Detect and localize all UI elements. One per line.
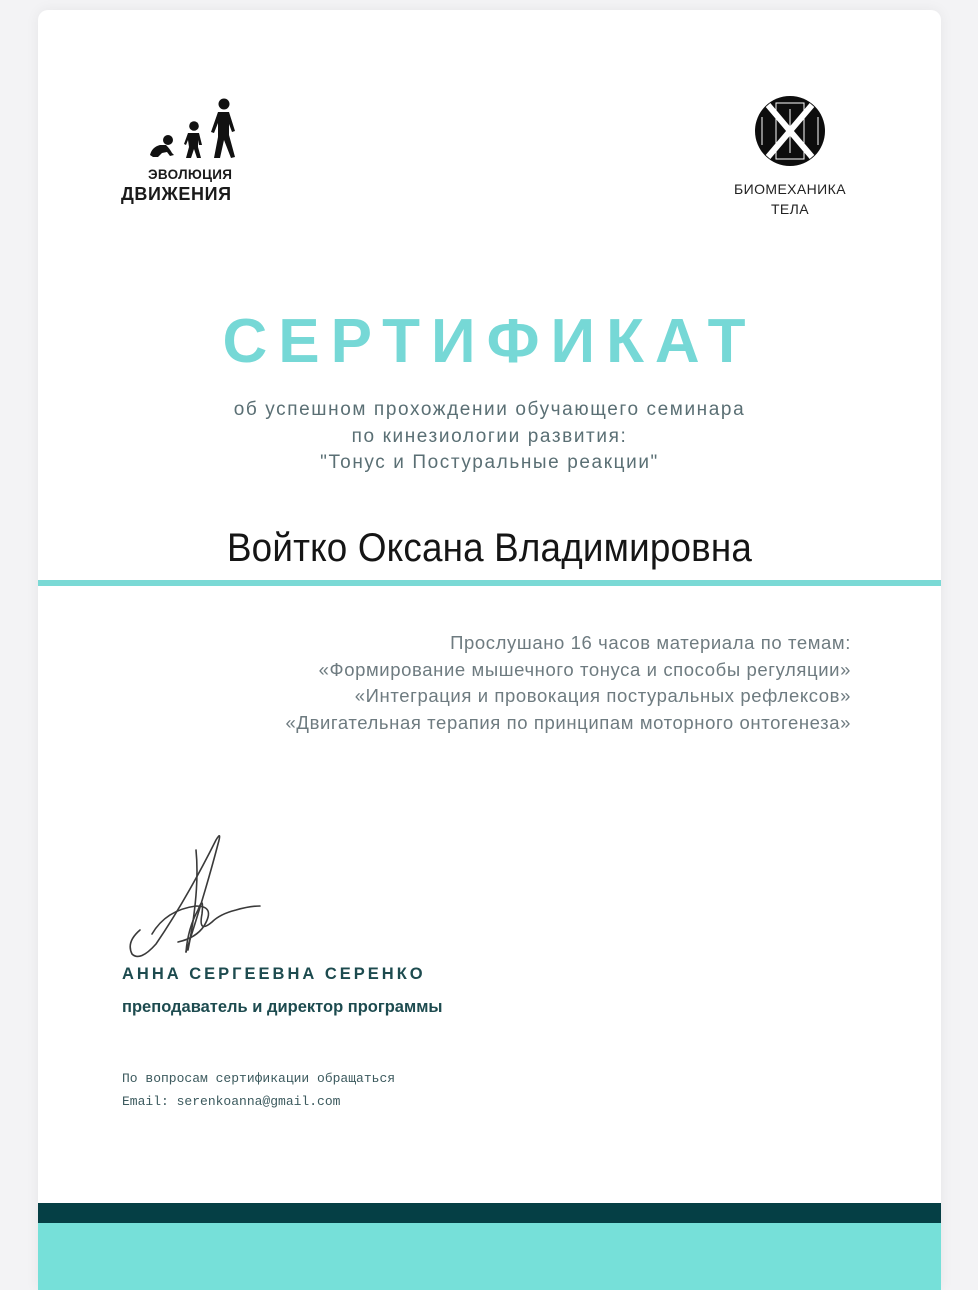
topics-line: «Интеграция и провокация постуральных рефлексов» (354, 685, 851, 706)
certificate-title: СЕРТИФИКАТ (222, 307, 757, 376)
topics-line: «Формирование мышечного тонуса и способы регуляции» (318, 658, 851, 680)
footer-band-dark (38, 1203, 941, 1223)
signature (126, 830, 266, 965)
topics-block (286, 630, 851, 736)
subtitle-line: об успешном прохождении обучающего семинара (233, 399, 746, 420)
signer-name: АННА СЕРГЕЕВНА СЕРЕНКО (122, 965, 426, 983)
evolution-figures-icon (148, 95, 240, 161)
contact-email: Email: serenkoanna@gmail.com (122, 1094, 341, 1109)
topics-line: «Двигательная терапия по принципам моторного онтогенеза» (285, 711, 851, 733)
topics-line: Прослушано 16 часов материала по темам: (450, 632, 851, 653)
contact-info (122, 1067, 395, 1113)
signer-role: преподаватель и директор программы (122, 998, 443, 1016)
logo-right-line1: БИОМЕХАНИКА (734, 181, 846, 197)
certificate-subtitle (38, 397, 941, 477)
logo-left-line2: ДВИЖЕНИЯ (121, 184, 232, 204)
contact-line: По вопросам сертификации обращаться (122, 1071, 396, 1086)
biomechanics-emblem-icon (754, 95, 826, 167)
logo-right-line2: ТЕЛА (770, 201, 809, 217)
subtitle-line: по кинезиологии развития: (351, 425, 628, 447)
logo-left-line1: ЭВОЛЮЦИЯ (148, 167, 233, 182)
divider-line (38, 580, 941, 586)
certificate-page (38, 10, 941, 1290)
recipient-name: Войтко Оксана Владимировна (226, 526, 753, 570)
subtitle-line: "Тонус и Постуральные реакции" (320, 452, 659, 473)
logo-biomechanics (726, 95, 854, 225)
signature-icon (126, 830, 266, 960)
logo-evolution-of-movement (118, 95, 248, 220)
